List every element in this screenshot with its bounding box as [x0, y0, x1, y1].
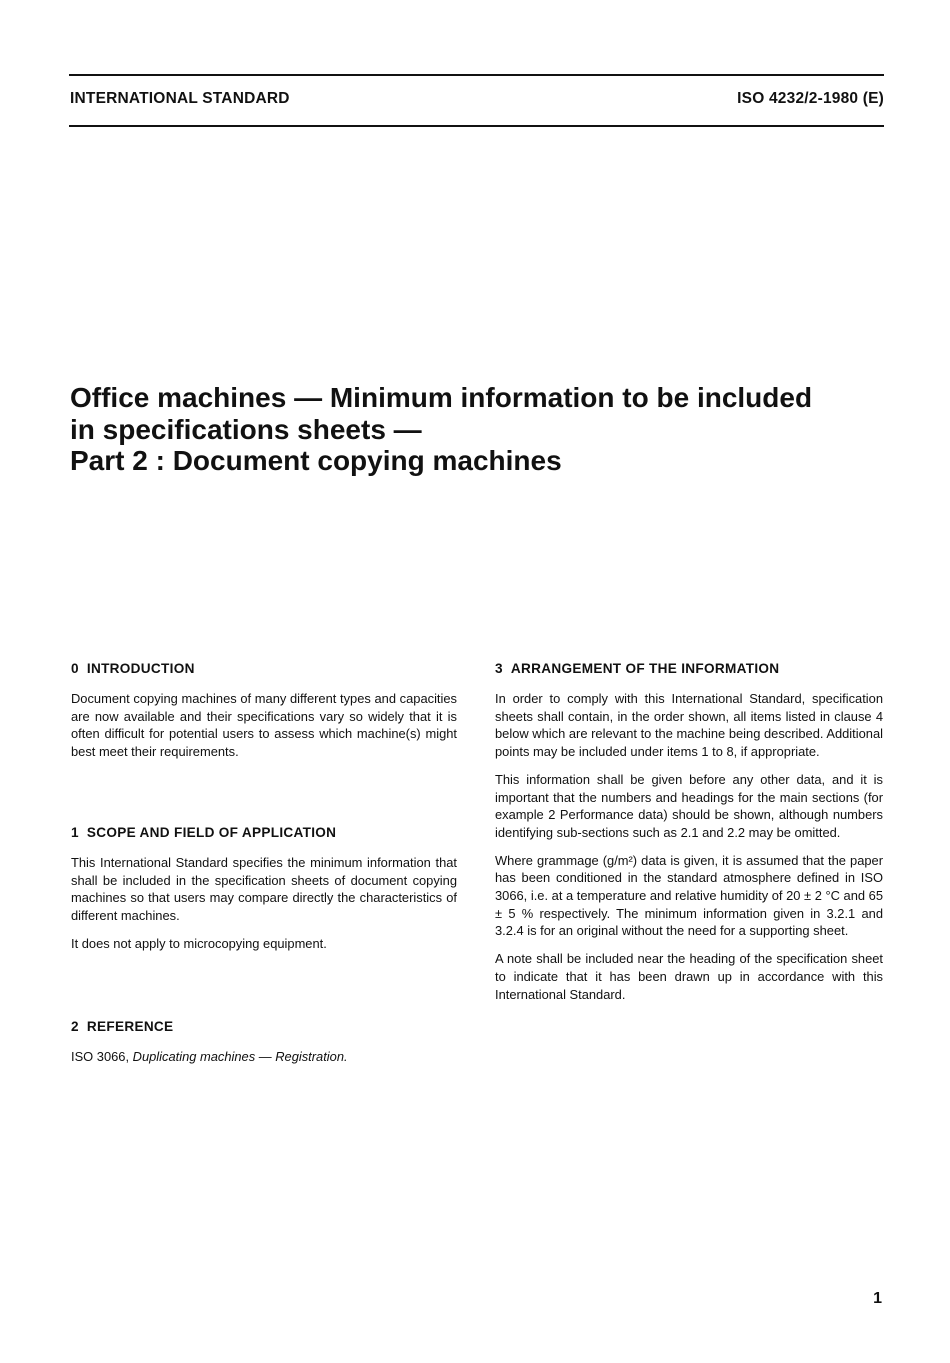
title-line-1: Office machines — Minimum information to be included — [70, 382, 813, 413]
section-number: 0 — [71, 661, 79, 676]
section-number: 3 — [495, 661, 503, 676]
document-title — [70, 382, 900, 477]
title-line-3: Part 2 : Document copying machines — [70, 445, 562, 476]
title-line-2: in specifications sheets — — [70, 413, 422, 445]
section-title: SCOPE AND FIELD OF APPLICATION — [86, 824, 337, 840]
header-top-rule — [69, 74, 884, 76]
document-type-label: INTERNATIONAL STANDARD — [70, 90, 290, 107]
reference-code: ISO 3066, — [71, 1049, 133, 1065]
section-heading — [71, 824, 457, 842]
section-title: REFERENCE — [86, 1019, 174, 1035]
paragraph: A note shall be included near the heading of the specification sheet to indicate that it has been drawn up in accordance with this International Standard. — [495, 951, 883, 1002]
reference-title: Duplicating machines — Registration. — [132, 1049, 348, 1065]
section-heading — [71, 660, 457, 678]
paragraph: Document copying machines of many different types and capacities are now available and their specifications vary so widely that it is often difficult for potential users to assess which machine(s) might best meet their requirements. — [71, 691, 457, 760]
paragraph: In order to comply with this International Standard, specification sheets shall contain, in the order shown, all items listed in clause 4 below which are relevant to the machine being described. Additional points may be included under items 1 to 8, if appropriate. — [495, 691, 883, 760]
left-column — [71, 660, 457, 1076]
paragraph: This International Standard specifies the minimum information that shall be included in the specification sheets of document copying machines so that users may compare directly the characteristics of different machines. — [71, 854, 457, 923]
paragraph: Where grammage (g/m²) data is given, it is assumed that the paper has been conditioned in the standard atmosphere defined in ISO 3066, i.e. at a temperature and relative humidity of 20 ± 2 °C and 65 ± 5 % respectively. The minimum information given in 3.2.1 and 3.2.4 is for an original without the need for a supporting sheet. — [495, 852, 883, 939]
paragraph: This information shall be given before any other data, and it is important that the numbers and headings for the main sections (for example 2 Performance data) should be shown, although numbers identifying sub-sections such as 2.1 and 2.2 may be omitted. — [495, 771, 883, 840]
standard-number: ISO 4232/2-1980 (E) — [737, 90, 884, 107]
section-heading — [495, 660, 883, 678]
section-title: INTRODUCTION — [86, 661, 195, 676]
right-column — [495, 660, 883, 1013]
section-arrangement — [495, 660, 883, 1003]
section-scope — [71, 824, 457, 953]
header-bottom-rule — [69, 125, 884, 127]
page-number: 1 — [873, 1290, 882, 1307]
section-introduction — [71, 660, 457, 761]
section-heading — [71, 1018, 457, 1036]
section-number: 2 — [71, 1019, 79, 1035]
section-reference — [71, 1018, 457, 1066]
paragraph: It does not apply to microcopying equipment. — [71, 935, 327, 951]
section-number: 1 — [71, 824, 79, 840]
reference-entry — [71, 1048, 457, 1066]
section-title: ARRANGEMENT OF THE INFORMATION — [510, 661, 780, 676]
